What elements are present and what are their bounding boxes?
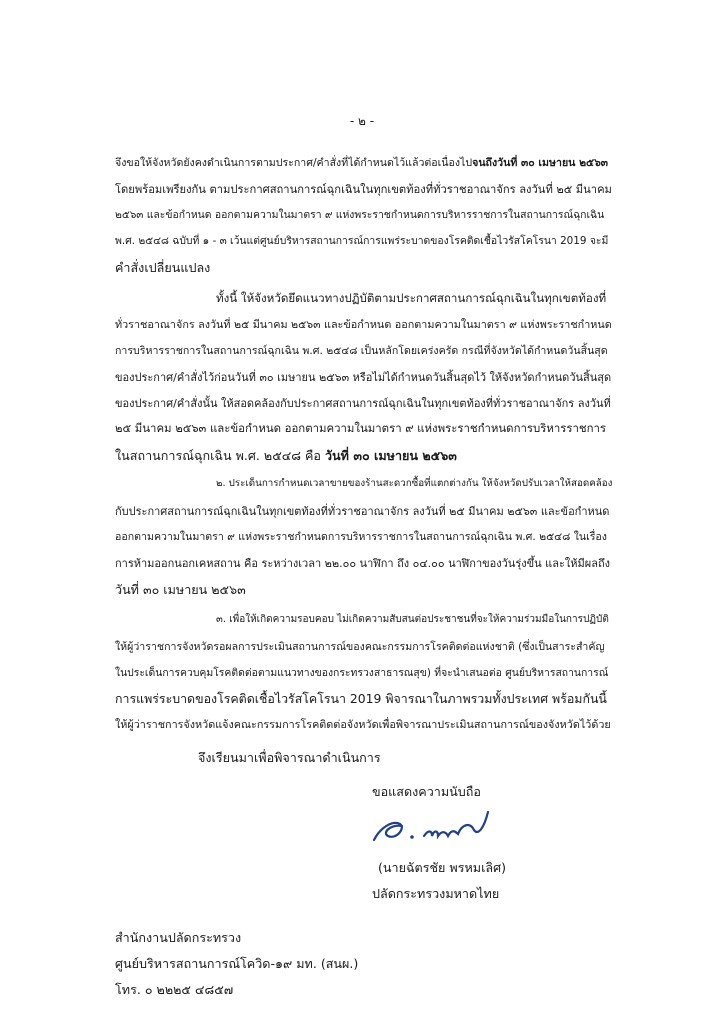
- paragraph-line: ๒๕ มีนาคม ๒๕๖๓ และข้อกำหนด ออกตามความในมาตรา ๙ แห่งพระราชกำหนดการบริหารราชการ: [115, 421, 607, 435]
- footer-center: ศูนย์บริหารสถานการณ์โควิด-๑๙ มท. (สนผ.): [115, 956, 359, 971]
- footer-phone: โทร. ๐ ๒๒๒๕ ๔๘๕๗: [115, 982, 234, 997]
- signature-image: [366, 806, 506, 850]
- paragraph-line: ทั่วราชอาณาจักร ลงวันที่ ๒๕ มีนาคม ๒๕๖๓ และข้อกำหนด ออกตามความในมาตรา ๙ แห่งพระราชกำหนด: [115, 318, 612, 331]
- paragraph-line: ออกตามความในมาตรา ๙ แห่งพระราชกำหนดการบริหารราชการในสถานการณ์ฉุกเฉิน พ.ศ. ๒๕๔๘ ในเรื่อง: [115, 531, 607, 543]
- closing-line: จึงเรียนมาเพื่อพิจารณาดำเนินการ: [198, 750, 381, 765]
- signer-title: ปลัดกระทรวงมหาดไทย: [372, 886, 500, 901]
- paragraph-line: โดยพร้อมเพรียงกัน ตามประกาศสถานการณ์ฉุกเฉินในทุกเขตท้องที่ทั่วราชอาณาจักร ลงวันที่ ๒๕ มีนาคม: [115, 183, 612, 196]
- paragraph-line: การห้ามออกนอกเคหสถาน คือ ระหว่างเวลา ๒๒.๐๐ นาฬิกา ถึง ๐๔.๐๐ นาฬิกาของวันรุ่งขึ้น และให้มีผลถึง: [115, 557, 610, 570]
- paragraph-line: การแพร่ระบาดของโรคติดเชื้อไวรัสโคโรนา 2019 พิจารณาในภาพรวมทั้งประเทศ พร้อมกันนี้: [115, 691, 607, 706]
- paragraph-line: กับประกาศสถานการณ์ฉุกเฉินในทุกเขตท้องที่ทั่วราชอาณาจักร ลงวันที่ ๒๕ มีนาคม ๒๕๖๓ และข้อกำหนด: [115, 505, 610, 518]
- paragraph-line: ๓. เพื่อให้เกิดความรอบคอบ ไม่เกิดความสับสนต่อประชาชนที่จะให้ความร่วมมือในการปฏิบัติ: [216, 614, 609, 625]
- regards: ขอแสดงความนับถือ: [372, 784, 481, 799]
- signer-name: (นายฉัตรชัย พรหมเลิศ): [378, 860, 507, 875]
- paragraph-line: คำสั่งเปลี่ยนแปลง: [115, 260, 211, 275]
- footer-office: สำนักงานปลัดกระทรวง: [115, 930, 242, 945]
- paragraph-line: ของประกาศ/คำสั่งไว้ก่อนวันที่ ๓๐ เมษายน ๒๕๖๓ หรือไม่ได้กำหนดวันสิ้นสุดไว้ ให้จังหวัดกำหนดวันสิ้นสุด: [115, 371, 612, 384]
- paragraph-line: ของประกาศ/คำสั่งนั้น ให้สอดคล้องกับประกาศสถานการณ์ฉุกเฉินในทุกเขตท้องที่ทั่วราชอาณาจักร ลงวันที่: [115, 397, 611, 410]
- paragraph-line: จึงขอให้จังหวัดยังคงดำเนินการตามประกาศ/คำสั่งที่ได้กำหนดไว้แล้วต่อเนื่องไปจนถึงวันที่ ๓๐ เมษายน ๒๕๖๓: [115, 157, 609, 169]
- paragraph-line: พ.ศ. ๒๕๔๘ ฉบับที่ ๑ - ๓ เว้นแต่ศูนย์บริหารสถานการณ์การแพร่ระบาดของโรคติดเชื้อไวรัสโคโรนา 2019 จะมี: [115, 235, 609, 247]
- paragraph-line: ในประเด็นการควบคุมโรคติดต่อตามแนวทางของกระทรวงสาธารณสุข) ที่จะนำเสนอต่อ ศูนย์บริหารสถานการณ์: [115, 667, 609, 679]
- paragraph-line: ๒๕๖๓ และข้อกำหนด ออกตามความในมาตรา ๙ แห่งพระราชกำหนดการบริหารราชการในสถานการณ์ฉุกเฉิน: [115, 209, 605, 221]
- paragraph-line: ๒. ประเด็นการกำหนดเวลาขายของร้านสะดวกซื้อที่แตกต่างกัน ให้จังหวัดปรับเวลาให้สอดคล้อง: [216, 478, 613, 489]
- page-number: - ๒ -: [349, 114, 375, 128]
- paragraph-line: ในสถานการณ์ฉุกเฉิน พ.ศ. ๒๕๔๘ คือ วันที่ ๓๐ เมษายน ๒๕๖๓: [115, 448, 457, 463]
- paragraph-line: ให้ผู้ว่าราชการจังหวัดแจ้งคณะกรรมการโรคติดต่อจังหวัดเพื่อพิจารณาประเมินสถานการณ์ของจังหวัดไว้ด้วย: [115, 718, 611, 731]
- paragraph-line: ทั้งนี้ ให้จังหวัดยึดแนวทางปฏิบัติตามประกาศสถานการณ์ฉุกเฉินในทุกเขตท้องที่: [216, 291, 607, 305]
- paragraph-line: วันที่ ๓๐ เมษายน ๒๕๖๓: [115, 582, 246, 597]
- paragraph-line: ให้ผู้ว่าราชการจังหวัดรอผลการประเมินสถานการณ์ของคณะกรรมการโรคติดต่อแห่งชาติ (ซึ่งเป็นสาระสำคัญ: [115, 641, 605, 653]
- paragraph-line: การบริหารราชการในสถานการณ์ฉุกเฉิน พ.ศ. ๒๕๔๘ เป็นหลักโดยเคร่งครัด กรณีที่จังหวัดได้กำหนดวันสิ้นสุด: [115, 345, 608, 357]
